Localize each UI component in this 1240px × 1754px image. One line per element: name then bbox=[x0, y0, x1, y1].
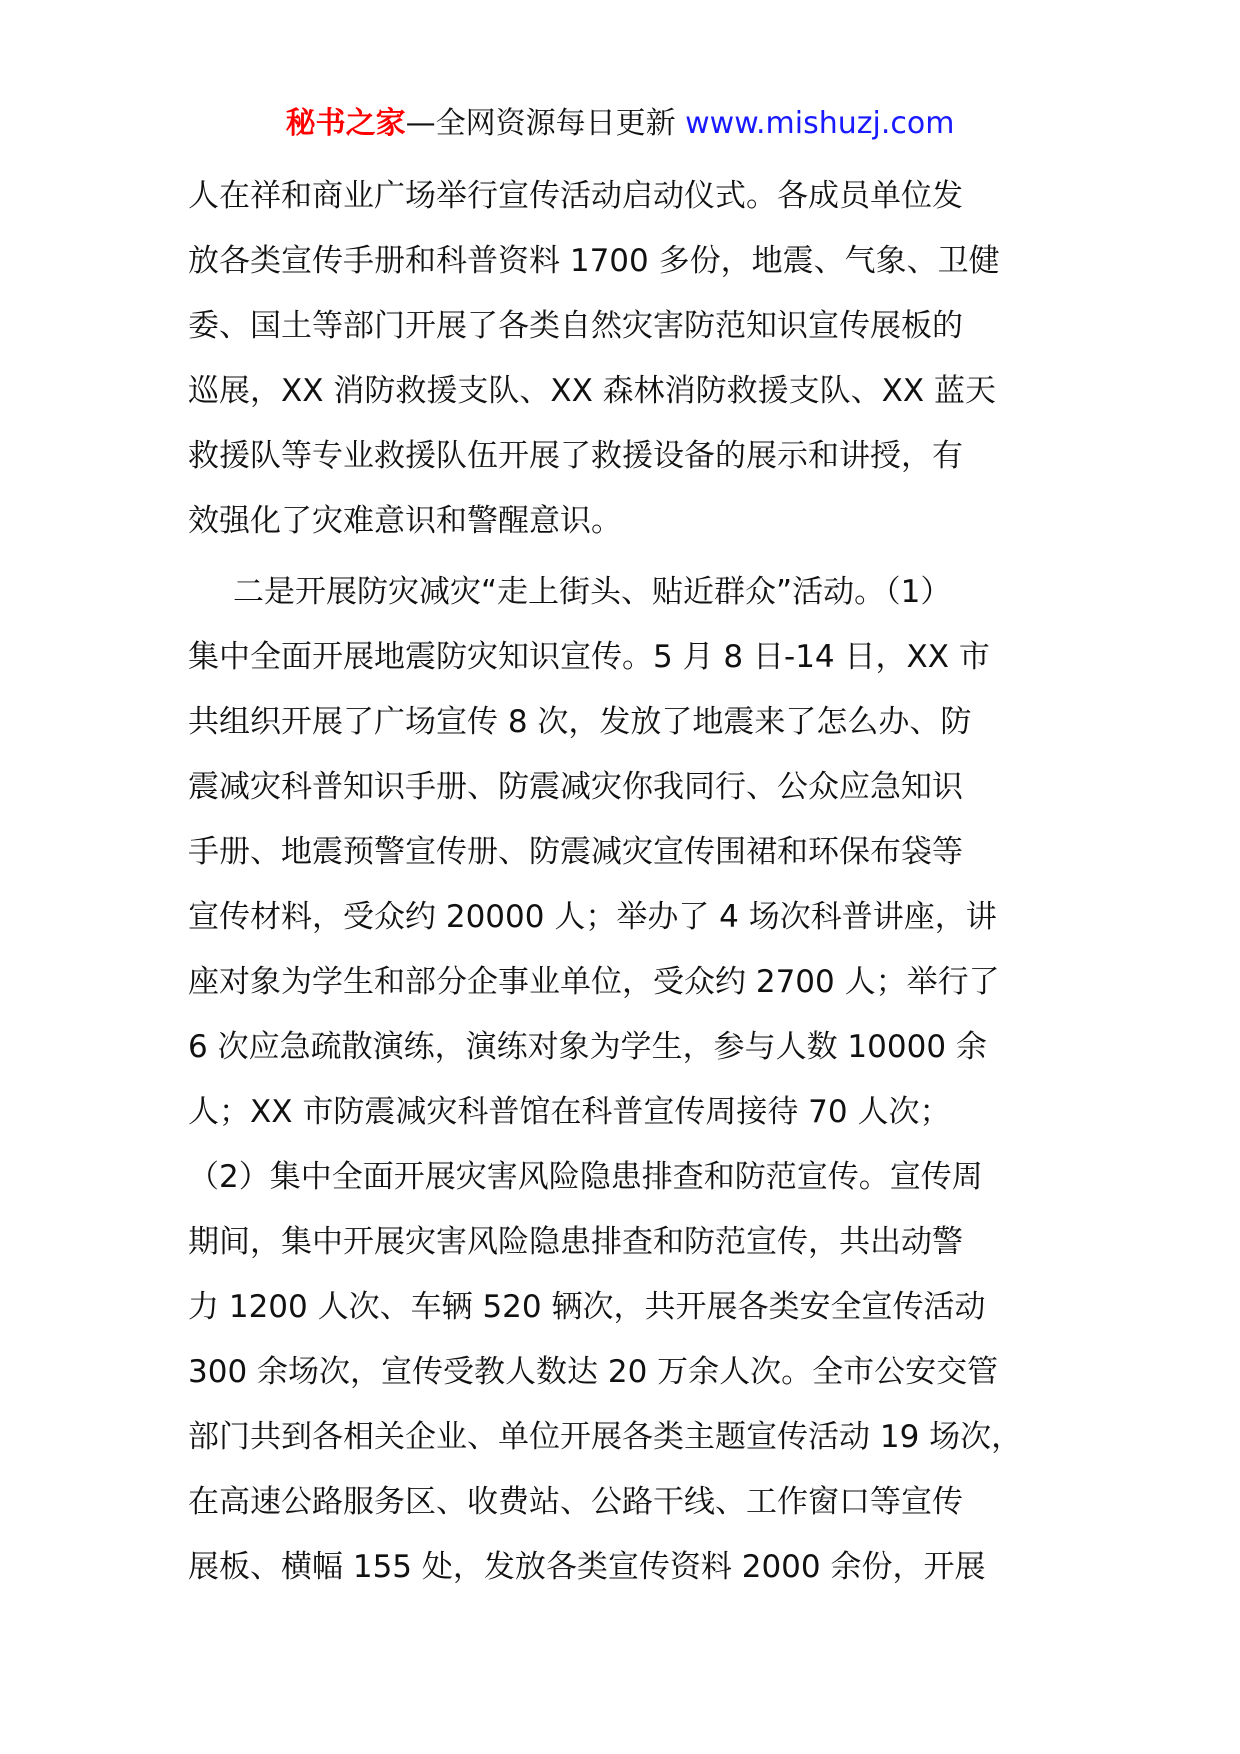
text-line: 宣传材料，受众约 20000 人；举办了 4 场次科普讲座，讲 bbox=[188, 899, 997, 935]
site-url-link[interactable]: www.mishuzj.com bbox=[685, 106, 955, 141]
text-line: 人；XX 市防震减灾科普馆在科普宣传周接待 70 人次； bbox=[188, 1094, 951, 1130]
text-line: 巡展，XX 消防救援支队、XX 森林消防救援支队、XX 蓝天 bbox=[188, 373, 996, 409]
text-line: 力 1200 人次、车辆 520 辆次，共开展各类安全宣传活动 bbox=[188, 1289, 986, 1325]
text-line: 放各类宣传手册和科普资料 1700 多份，地震、气象、卫健 bbox=[188, 243, 1000, 279]
text-line: 震减灾科普知识手册、防震减灾你我同行、公众应急知识 bbox=[188, 769, 963, 805]
text-line: 集中全面开展地震防灾知识宣传。5 月 8 日-14 日，XX 市 bbox=[188, 639, 990, 675]
text-line: 手册、地震预警宣传册、防震减灾宣传围裙和环保布袋等 bbox=[188, 834, 963, 870]
paragraph-2 bbox=[188, 560, 1088, 1600]
text-line: 人在祥和商业广场举行宣传活动启动仪式。各成员单位发 bbox=[188, 178, 963, 214]
text-line: 二是开展防灾减灾“走上街头、贴近群众”活动。（1） bbox=[233, 574, 952, 610]
text-line: 部门共到各相关企业、单位开展各类主题宣传活动 19 场次， bbox=[188, 1419, 1023, 1455]
text-line: 展板、横幅 155 处，发放各类宣传资料 2000 余份，开展 bbox=[188, 1549, 986, 1585]
text-line: 在高速公路服务区、收费站、公路干线、工作窗口等宣传 bbox=[188, 1484, 963, 1520]
document-body bbox=[188, 164, 1088, 1600]
text-line: 救援队等专业救援队伍开展了救援设备的展示和讲授，有 bbox=[188, 438, 963, 474]
text-line: 6 次应急疏散演练，演练对象为学生，参与人数 10000 余 bbox=[188, 1029, 987, 1065]
text-line: 效强化了灾难意识和警醒意识。 bbox=[188, 503, 622, 539]
text-line: 座对象为学生和部分企事业单位，受众约 2700 人；举行了 bbox=[188, 964, 1000, 1000]
text-line: 期间，集中开展灾害风险隐患排查和防范宣传，共出动警 bbox=[188, 1224, 963, 1260]
paragraph-1 bbox=[188, 164, 1088, 554]
text-line: 委、国土等部门开展了各类自然灾害防范知识宣传展板的 bbox=[188, 308, 963, 344]
brand-name: 秘书之家 bbox=[285, 106, 406, 141]
text-line: （2）集中全面开展灾害风险隐患排查和防范宣传。宣传周 bbox=[188, 1159, 983, 1195]
text-line: 300 余场次，宣传受教人数达 20 万余人次。全市公安交管 bbox=[188, 1354, 999, 1390]
text-line: 共组织开展了广场宣传 8 次，发放了地震来了怎么办、防 bbox=[188, 704, 972, 740]
site-header bbox=[0, 104, 1240, 144]
header-tagline: —全网资源每日更新 bbox=[405, 106, 676, 141]
